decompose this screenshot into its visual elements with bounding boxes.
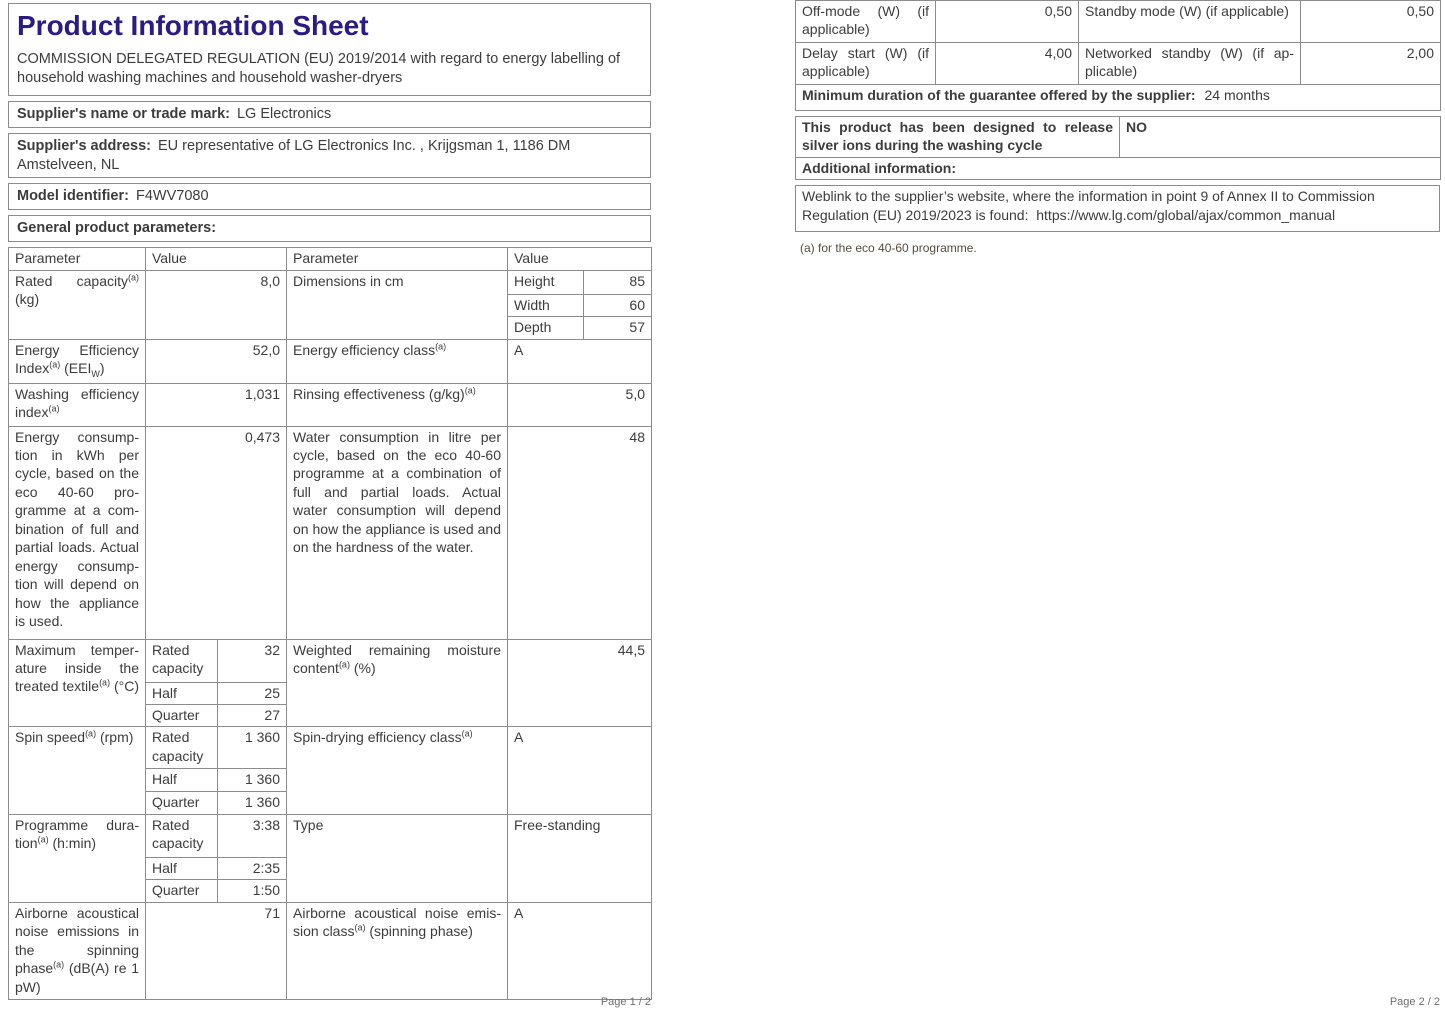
param-energy-consumption: Energy consumption in kWh per cycle, based on the eco 40-60 programme at a combination of full and partial loads. Actual energy consumption will depend on how the appliance is used. [9,426,146,639]
value-energy-efficiency-index: 52,0 [146,339,287,383]
param-delay-start: Delay start (W) (if applicable) [796,43,936,85]
param-rinsing-effectiveness: Rinsing effectiveness $(g/kg)^{(a)}$ [287,383,508,426]
max-temp-half-label: Half [146,682,218,704]
param-airborne-noise: Airborne acoustical noise emissions in the spinning phase$^{(a)}$ (dB(A) re 1 pW) [9,902,146,999]
row-energy-water-consumption [9,426,652,639]
param-spin-speed: Spin speed$^{(a)}$ (rpm) [9,727,146,814]
value-rinsing-effectiveness: 5,0 [508,383,652,426]
param-off-mode: Off-mode (W) (if applicable) [796,1,936,43]
param-dimensions: Dimensions in cm [287,270,508,339]
value-standby-mode: 0,50 [1301,1,1441,43]
max-temp-quarter-label: Quarter [146,704,218,726]
spin-rated-value: 1 360 [218,727,287,769]
duration-rated-value: 3:38 [218,814,287,857]
value-type: Free-standing [508,814,652,902]
col-header-value-right: Value [508,248,652,270]
regulation-text: COMMISSION DELEGATED REGULATION (EU) 2019/2014 with regard to energy labelling of household washing machines and household washer-dryers [17,51,621,87]
value-networked-standby: 2,00 [1301,43,1441,85]
supplier-name-value: LG Electronics [236,105,332,122]
general-parameters-table [8,247,652,1000]
value-spin-drying-class: A [508,727,652,814]
row-rated-capacity-dimensions [9,270,652,294]
row-guarantee [796,85,1441,111]
row-additional-information [796,158,1441,180]
param-max-temperature: Maximum temperature inside the treated textile$^{(a)}$ (°C) [9,639,146,727]
param-energy-efficiency-class: Energy efficiency class$^{(a)}$ [287,339,508,383]
spin-rated-label: Rated capacity [146,727,218,769]
dimension-width-label: Width [508,294,584,316]
dimension-height-label: Height [508,270,584,294]
page-1 [8,3,651,1000]
spin-quarter-value: 1 360 [218,791,287,814]
value-moisture-content: 44,5 [508,639,652,727]
supplier-name-label: Supplier's name or trade mark: [17,105,230,122]
dimension-height-value: 85 [584,270,652,294]
general-parameters-label: General product parameters: [17,220,217,237]
row-washing-efficiency-index [9,383,652,426]
weblink-table [795,185,1440,232]
general-parameters-heading [8,215,651,242]
guarantee-label: Minimum duration of the guarantee offered by the supplier: [802,87,1196,103]
value-delay-start: 4,00 [936,43,1079,85]
col-header-parameter-left: Parameter [9,248,146,270]
row-delay-start-networked [796,43,1441,85]
param-energy-efficiency-index: Energy Efficiency Index$^{(a)}$ $(EEI_W)$ [9,339,146,383]
duration-quarter-value: 1:50 [218,880,287,902]
dimension-depth-value: 57 [584,317,652,339]
duration-half-value: 2:35 [218,857,287,879]
page-2-footer: Page 2 / 2 [1389,996,1440,1008]
param-rated-capacity: Rated capacity$^{(a)}$ (kg) [9,270,146,339]
param-water-consumption: Water consumption in litre per cycle, based on the eco 40-60 programme at a combination of full and partial loads. Actual water consumption will depend on how the appliance is used and on the hardness of the water. [287,426,508,639]
row-spin-speed [9,727,652,769]
col-header-parameter-right: Parameter [287,248,508,270]
power-modes-table [795,0,1441,111]
value-energy-consumption: 0,473 [146,426,287,639]
row-airborne-noise [9,902,652,999]
spin-half-label: Half [146,769,218,791]
row-silver-ions [796,117,1441,158]
duration-half-label: Half [146,857,218,879]
param-spin-drying-class: Spin-drying efficiency class$^{(a)}$ [287,727,508,814]
param-washing-efficiency-index: Washing efficiency index$^{(a)}$ [9,383,146,426]
max-temp-rated-value: 32 [218,639,287,682]
param-standby-mode: Standby mode (W) (if applicable) [1079,1,1301,43]
spin-half-value: 1 360 [218,769,287,791]
param-moisture-content: Weighted remaining moisture content$^{(a)}$ (%) [287,639,508,727]
param-networked-standby: Networked standby (W) (if applicable) [1079,43,1301,85]
row-off-mode-standby [796,1,1441,43]
value-airborne-noise-class: A [508,902,652,999]
value-water-consumption: 48 [508,426,652,639]
supplier-address-value: EU representative of LG Electronics Inc. , Krijgsman 1, 1186 DM Amstelveen, NL [17,137,571,173]
param-type: Type [287,814,508,902]
dimension-depth-label: Depth [508,317,584,339]
silver-ions-label: This product has been designed to release silver ions during the washing cycle [796,117,1120,158]
page-1-footer: Page 1 / 2 [600,996,651,1008]
supplier-address-label: Supplier's address: [17,137,151,154]
value-rated-capacity: 8,0 [146,270,287,339]
footnote-eco-programme: (a) for the eco 40-60 programme. [800,241,977,256]
supplier-name-row [8,101,651,128]
row-energy-efficiency-index [9,339,652,383]
spin-quarter-label: Quarter [146,791,218,814]
row-programme-duration [9,814,652,857]
col-header-value-left: Value [146,248,287,270]
row-weblink [796,186,1440,232]
page-title: Product Information Sheet [17,10,369,41]
additional-information-label: Additional information: [796,158,1441,180]
model-identifier-value: F4WV7080 [135,188,209,205]
param-airborne-noise-class: Airborne acoustical noise emission class$^{(a)}$ (spinning phase) [287,902,508,999]
value-airborne-noise: 71 [146,902,287,999]
guarantee-value: 24 months [1204,87,1270,103]
silver-ions-table [795,116,1441,180]
dimension-width-value: 60 [584,294,652,316]
title-box [8,3,651,96]
duration-rated-label: Rated capacity [146,814,218,857]
max-temp-rated-label: Rated capacity [146,639,218,682]
supplier-address-row [8,133,651,179]
table-header-row [9,248,652,270]
silver-ions-value: NO [1120,117,1441,158]
model-identifier-row [8,183,651,210]
max-temp-half-value: 25 [218,682,287,704]
max-temp-quarter-value: 27 [218,704,287,726]
param-programme-duration: Programme duration$^{(a)}$ (h:min) [9,814,146,902]
value-washing-efficiency-index: 1,031 [146,383,287,426]
model-identifier-label: Model identifier: [17,188,129,205]
value-energy-efficiency-class: A [508,339,652,383]
page-2 [795,0,1440,255]
value-off-mode: 0,50 [936,1,1079,43]
weblink-text: Weblink to the supplier’s website, where the information in point 9 of Annex II to Commission Regulation (EU) 2019/2023 is found: https://www.lg.com/global/ajax/common_manual [796,186,1440,232]
guarantee-cell [796,85,1441,111]
duration-quarter-label: Quarter [146,880,218,902]
row-max-temperature [9,639,652,682]
